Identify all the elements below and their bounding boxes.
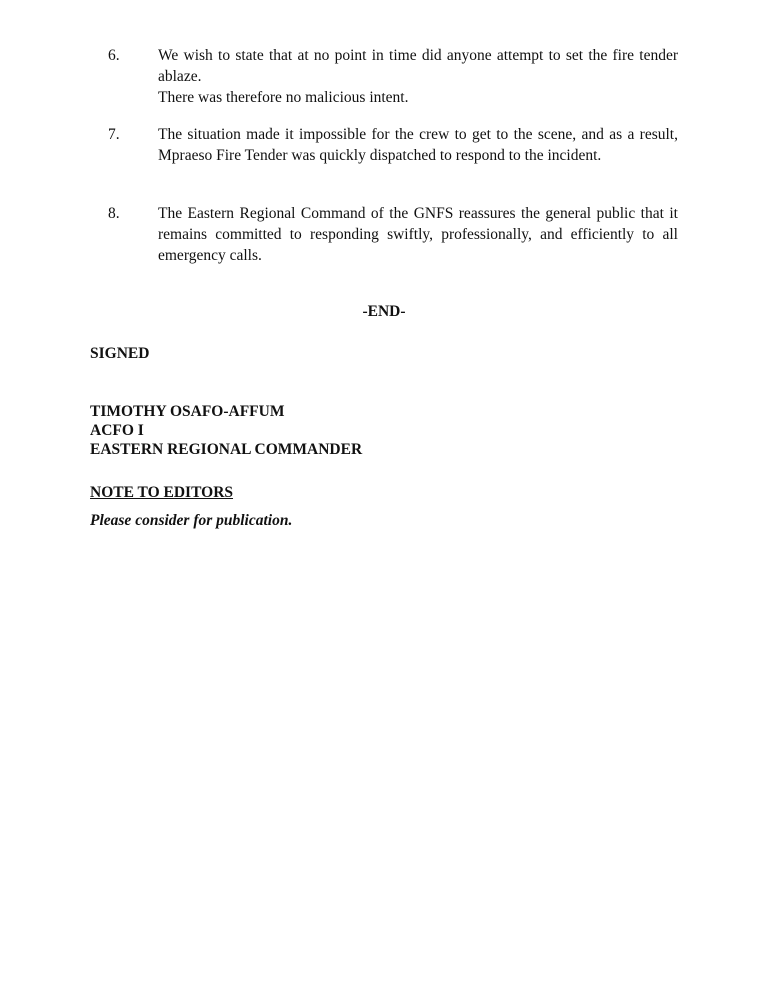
signatory-name: TIMOTHY OSAFO-AFFUM (90, 403, 285, 420)
signatory-title: EASTERN REGIONAL COMMANDER (90, 441, 363, 458)
paragraph-line: The situation made it impossible for the crew to get to the scene, and as a result, (158, 126, 678, 143)
paragraph-text (158, 203, 678, 266)
paragraph-number: 7. (108, 126, 120, 143)
paragraph-line: Mpraeso Fire Tender was quickly dispatched to respond to the incident. (158, 147, 602, 164)
signatory-rank: ACFO I (90, 422, 144, 439)
note-heading: NOTE TO EDITORS (90, 484, 234, 501)
paragraph-text (158, 124, 678, 166)
paragraph-text (158, 45, 678, 108)
note-text: Please consider for publication. (90, 512, 293, 529)
paragraph-line: emergency calls. (158, 247, 262, 264)
paragraph-line: remains committed to responding swiftly, professionally, and efficiently to all (158, 226, 678, 243)
signed-label: SIGNED (90, 345, 150, 362)
paragraph-number: 8. (108, 205, 120, 222)
paragraph-line: There was therefore no malicious intent. (158, 89, 409, 106)
end-marker: -END- (362, 303, 406, 320)
paragraph-number: 6. (108, 47, 120, 64)
paragraph-line: We wish to state that at no point in time did anyone attempt to set the fire tender ablaze. (158, 47, 678, 85)
paragraph-line: The Eastern Regional Command of the GNFS reassures the general public that it (158, 205, 678, 222)
